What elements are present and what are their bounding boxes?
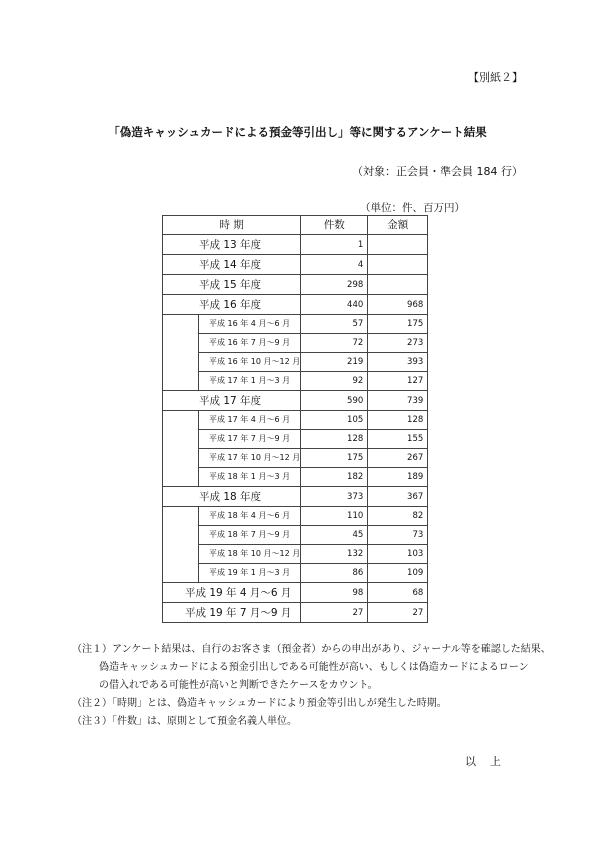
amount-cell: 27: [368, 603, 428, 623]
indent-cell: [163, 372, 199, 391]
quarter-period: 平成 19 年 7 月～9 月: [163, 603, 301, 623]
count-cell: 1: [301, 235, 368, 255]
indent-cell: [163, 564, 199, 583]
quarter-row: [163, 564, 428, 583]
indent-cell: [163, 545, 199, 564]
quarter-period: 平成 16 年 10 月～12 月: [199, 353, 301, 372]
fiscal-year-row: [163, 295, 428, 315]
period-header: 時 期: [163, 216, 301, 235]
quarter-row: [163, 315, 428, 334]
amount-cell: [368, 255, 428, 275]
note-1-line-3: の借入れである可能性が高いと判断できたケースをカウント。: [99, 680, 378, 691]
table-header-row: [163, 216, 428, 235]
count-cell: 110: [301, 507, 368, 526]
indent-cell: [163, 507, 199, 526]
note-1-line-1: アンケート結果は、自行のお客さま（預金者）からの申出があり、ジャーナル等を確認した結果、: [112, 644, 551, 655]
amount-cell: [368, 235, 428, 255]
quarter-period: 平成 17 年 1 月～3 月: [199, 372, 301, 391]
fiscal-year-period: 平成 16 年度: [163, 295, 301, 315]
count-cell: 128: [301, 430, 368, 449]
indent-cell: [163, 526, 199, 545]
quarter-row: [163, 583, 428, 603]
amount-cell: 127: [368, 372, 428, 391]
amount-cell: 267: [368, 449, 428, 468]
count-cell: 219: [301, 353, 368, 372]
unit-label: （単位：件、百万円）: [360, 202, 465, 214]
indent-cell: [163, 411, 199, 430]
survey-target: （対象：正会員・準会員 184 行）: [352, 165, 523, 178]
quarter-row: [163, 507, 428, 526]
quarter-period: 平成 17 年 4 月～6 月: [199, 411, 301, 430]
quarter-period: 平成 18 年 7 月～9 月: [199, 526, 301, 545]
quarter-period: 平成 17 年 7 月～9 月: [199, 430, 301, 449]
amount-cell: 82: [368, 507, 428, 526]
count-cell: 590: [301, 391, 368, 411]
amount-cell: 273: [368, 334, 428, 353]
fiscal-year-period: 平成 15 年度: [163, 275, 301, 295]
amount-header: 金額: [368, 216, 428, 235]
quarter-row: [163, 430, 428, 449]
count-cell: 182: [301, 468, 368, 487]
note-3: [72, 713, 551, 731]
quarter-row: [163, 449, 428, 468]
annex-label: 【別紙２】: [468, 71, 523, 84]
indent-cell: [163, 353, 199, 372]
quarter-row: [163, 526, 428, 545]
quarter-row: [163, 603, 428, 623]
amount-cell: 175: [368, 315, 428, 334]
count-cell: 175: [301, 449, 368, 468]
quarter-period: 平成 17 年 10 月～12 月: [199, 449, 301, 468]
quarter-period: 平成 16 年 4 月～6 月: [199, 315, 301, 334]
quarter-period: 平成 18 年 4 月～6 月: [199, 507, 301, 526]
quarter-row: [163, 353, 428, 372]
note-1: [72, 641, 551, 659]
quarter-row: [163, 411, 428, 430]
amount-cell: 128: [368, 411, 428, 430]
count-cell: 4: [301, 255, 368, 275]
fiscal-year-period: 平成 14 年度: [163, 255, 301, 275]
indent-cell: [163, 468, 199, 487]
amount-cell: 367: [368, 487, 428, 507]
results-table: [162, 215, 428, 623]
table-row: [163, 235, 428, 255]
fiscal-year-row: [163, 487, 428, 507]
quarter-row: [163, 545, 428, 564]
amount-cell: 155: [368, 430, 428, 449]
document-title: 「偽造キャッシュカードによる預金等引出し」等に関するアンケート結果: [108, 125, 487, 139]
amount-cell: 68: [368, 583, 428, 603]
quarter-period: 平成 18 年 10 月～12 月: [199, 545, 301, 564]
notes: [72, 641, 551, 731]
table-row: [163, 255, 428, 275]
count-cell: 440: [301, 295, 368, 315]
indent-cell: [163, 449, 199, 468]
quarter-period: 平成 19 年 1 月～3 月: [199, 564, 301, 583]
count-cell: 98: [301, 583, 368, 603]
count-cell: 105: [301, 411, 368, 430]
count-cell: 298: [301, 275, 368, 295]
count-header: 件数: [301, 216, 368, 235]
note-1-label: （注１）: [72, 644, 112, 655]
closing-mark: 以上: [465, 755, 515, 768]
amount-cell: 968: [368, 295, 428, 315]
count-cell: 92: [301, 372, 368, 391]
amount-cell: 73: [368, 526, 428, 545]
count-cell: 132: [301, 545, 368, 564]
count-cell: 72: [301, 334, 368, 353]
amount-cell: 189: [368, 468, 428, 487]
count-cell: 57: [301, 315, 368, 334]
count-cell: 86: [301, 564, 368, 583]
quarter-row: [163, 372, 428, 391]
note-2: [72, 695, 551, 713]
count-cell: 27: [301, 603, 368, 623]
note-2-label: （注２）: [72, 698, 112, 709]
indent-cell: [163, 334, 199, 353]
amount-cell: 103: [368, 545, 428, 564]
quarter-row: [163, 334, 428, 353]
amount-cell: 109: [368, 564, 428, 583]
indent-cell: [163, 430, 199, 449]
amount-cell: [368, 275, 428, 295]
fiscal-year-period: 平成 18 年度: [163, 487, 301, 507]
note-1-line-2: 偽造キャッシュカードによる預金引出しである可能性が高い、もしくは偽造カードによるローン: [99, 662, 529, 673]
amount-cell: 739: [368, 391, 428, 411]
fiscal-year-period: 平成 13 年度: [163, 235, 301, 255]
count-cell: 45: [301, 526, 368, 545]
note-2-text: 「時期」とは、偽造キャッシュカードにより預金等引出しが発生した時期。: [112, 698, 447, 709]
indent-cell: [163, 315, 199, 334]
quarter-row: [163, 468, 428, 487]
quarter-period: 平成 16 年 7 月～9 月: [199, 334, 301, 353]
count-cell: 373: [301, 487, 368, 507]
note-3-label: （注３）: [72, 716, 112, 727]
fiscal-year-period: 平成 17 年度: [163, 391, 301, 411]
note-3-text: 「件数」は、原則として預金名義人単位。: [112, 716, 297, 727]
amount-cell: 393: [368, 353, 428, 372]
fiscal-year-row: [163, 391, 428, 411]
quarter-period: 平成 18 年 1 月～3 月: [199, 468, 301, 487]
quarter-period: 平成 19 年 4 月～6 月: [163, 583, 301, 603]
table-row: [163, 275, 428, 295]
